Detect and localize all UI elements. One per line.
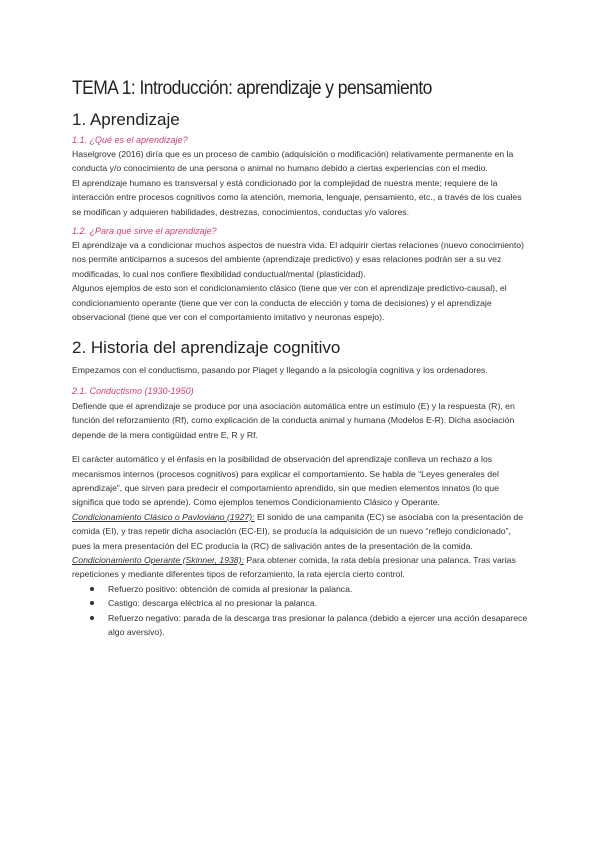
paragraph-1-2-b: Algunos ejemplos de esto son el condicionamiento clásico (tiene que ver con el aprendizaje predictivo-causal), el condicionamiento operante (tiene que ver con la conducta de elección y toma de decisiones) y el aprendizaje observacional (tiene que ver con el comportamiento imitativo y neuronas espejo). xyxy=(72,283,507,323)
paragraph-2-1-classical xyxy=(72,510,528,553)
bullet-icon xyxy=(90,601,94,605)
classical-conditioning-label: Condicionamiento Clásico o Pavloviano (1927): xyxy=(72,511,255,522)
subsection-1-1-heading: 1.1. ¿Qué es el aprendizaje? xyxy=(72,135,188,145)
document-title: TEMA 1: Introducción: aprendizaje y pensamiento xyxy=(72,78,432,99)
list-item-text: Castigo: descarga eléctrica al no presionar la palanca. xyxy=(108,598,318,609)
operant-conditioning-label: Condicionamiento Operante (Skinner, 1938): xyxy=(72,554,244,565)
list-item-text: Refuerzo negativo: parada de la descarga tras presionar la palanca (debido a ejercer una acción desaparece algo aversivo). xyxy=(108,612,528,637)
paragraph-2-1-b: El carácter automático y el énfasis en la posibilidad de observación del aprendizaje conlleva un rechazo a los mecanismos internos (procesos cognitivos) para explicar el comportamiento. Se habla de “Leyes generales del aprendizaje”, que sirven para predecir el comportamiento aprendido, sin que medien elementos innatos (lo que significa que todo se aprende). Como ejemplos tenemos Condicionamiento Clásico y Operante. xyxy=(72,454,499,508)
list-item-text: Refuerzo positivo: obtención de comida al presionar la palanca. xyxy=(108,583,353,594)
section-2-heading: 2. Historia del aprendizaje cognitivo xyxy=(72,338,341,358)
paragraph-2-1-operant xyxy=(72,553,528,582)
bullet-icon xyxy=(90,616,94,620)
bullet-icon xyxy=(90,587,94,591)
paragraph-1-1-a: Haselgrove (2016) diría que es un proceso de cambio (adquisición o modificación) relativamente permanente en la conducta y/o conocimiento de una persona o animal no humano debido a ciertas experiencias con el medio. xyxy=(72,149,514,174)
section-1-heading: 1. Aprendizaje xyxy=(72,110,180,129)
list-item xyxy=(90,582,528,596)
list-item xyxy=(90,596,528,610)
list-item xyxy=(90,611,528,640)
paragraph-2-1-a: Defiende que el aprendizaje se produce por una asociación automática entre un estímulo (E) y la respuesta (R), en función del reforzamiento (Rf), como explicación de la conducta animal y humana (Modelos E-R). Dicha asociación depende de la mera contigüidad entre E, R y Rf. xyxy=(72,400,515,440)
classical-conditioning-text: El sonido de una campanita (EC) se asociaba con la presentación de comida (EI), y tras repetir dicha asociación (EC-EI), se producía la adquisición de un nuevo “reflejo condicionado”, pues la mera presentación del EC producía la (RC) de salivación antes de la presentación de la comida. xyxy=(72,511,524,551)
paragraph-1-1-b: El aprendizaje humano es transversal y está condicionado por la complejidad de nuestra mente; requiere de la interacción entre procesos cognitivos como la atención, memoria, lenguaje, pensamiento, etc., a través de los cuales se modifican y adquieren habilidades, destrezas, conocimientos, conductas y/o valores. xyxy=(72,177,522,217)
operant-conditioning-text: Para obtener comida, la rata debía presionar una palanca. Tras varias repeticiones y mediante diferentes tipos de reforzamiento, la rata ejercía cierto control. xyxy=(72,554,516,580)
paragraph-1-2-a: El aprendizaje va a condicionar muchos aspectos de nuestra vida. El adquirir ciertas relaciones (nuevo conocimiento) nos permite anticiparnos a sucesos del ambiente (aprendizaje predictivo) y esas relaciones podrán ser a su vez modificadas, lo cual nos confiere flexibilidad conductual/mental (plasticidad). xyxy=(72,240,524,279)
paragraph-2-intro: Empezamos con el conductismo, pasando por Piaget y llegando a la psicología cognitiva y los ordenadores. xyxy=(72,365,488,376)
reinforcement-list xyxy=(72,582,528,640)
subsection-1-2-heading: 1.2. ¿Para qué sirve el aprendizaje? xyxy=(72,226,217,237)
subsection-2-1-heading: 2.1. Conductismo (1930-1950) xyxy=(72,385,194,396)
